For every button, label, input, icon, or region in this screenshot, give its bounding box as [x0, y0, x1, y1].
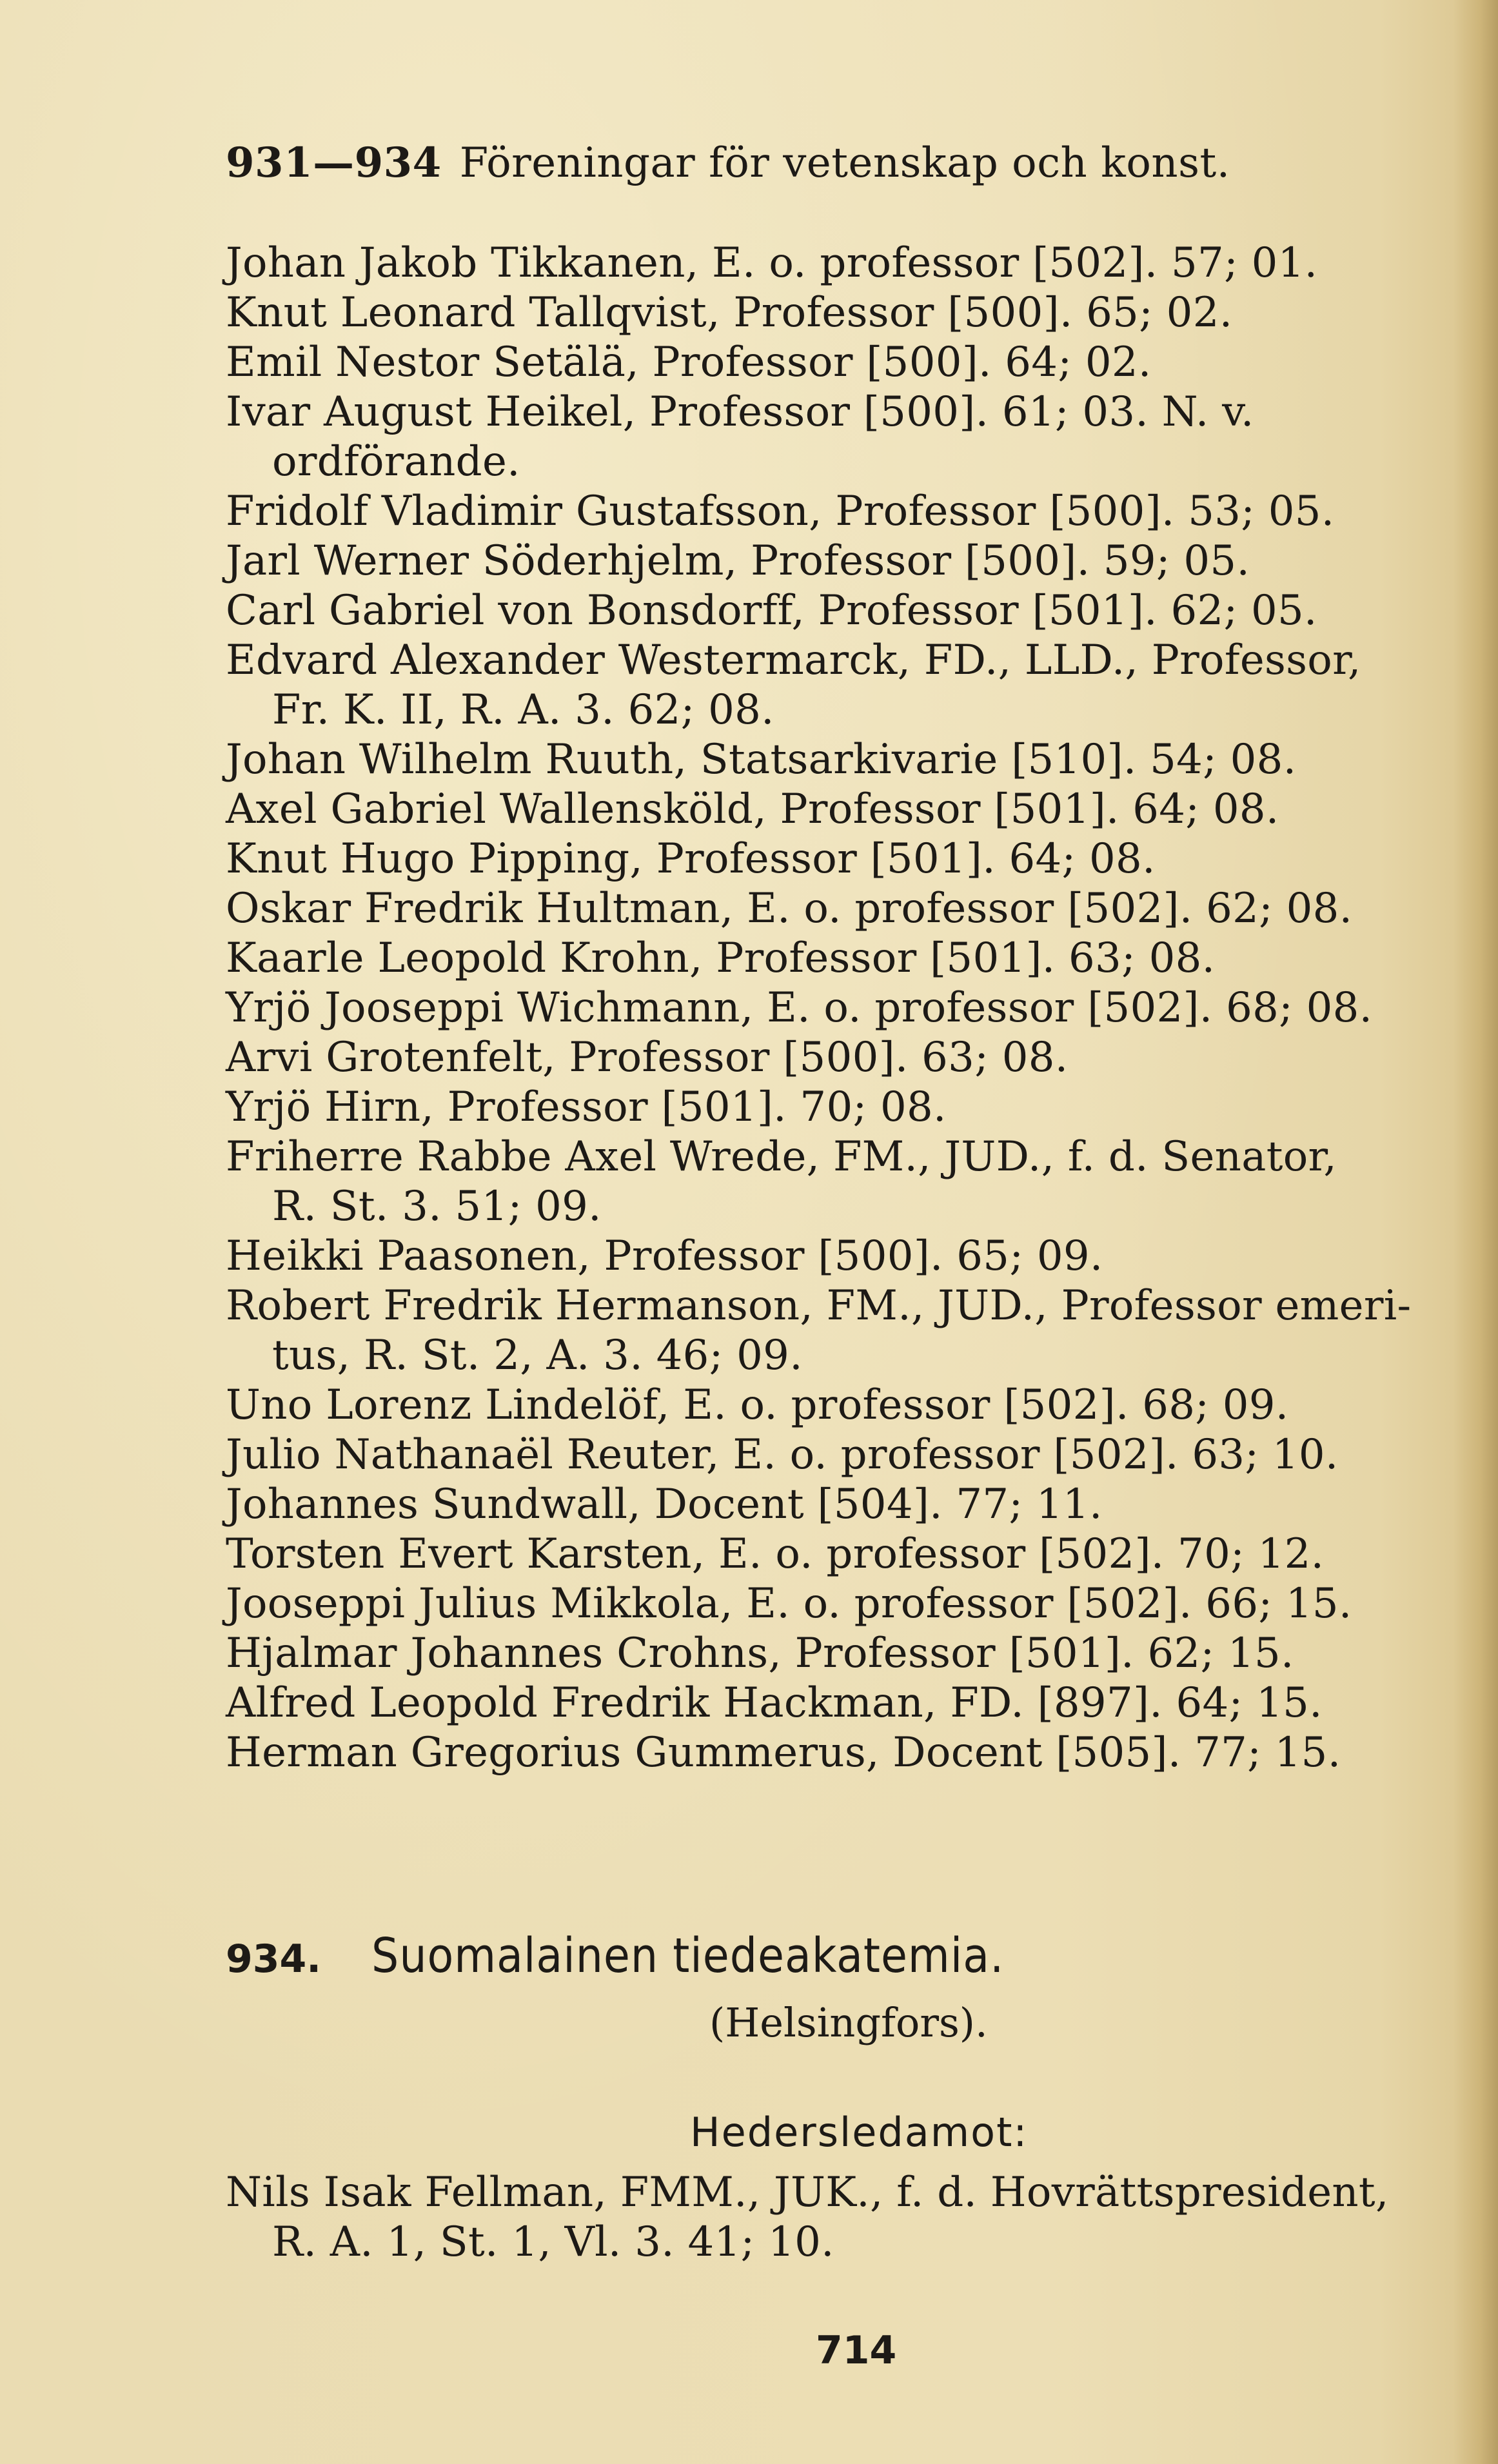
- list-item: Johan Wilhelm Ruuth, Statsarkivarie [510]. 54; 08.: [226, 736, 1297, 784]
- header-range: 931—934: [226, 139, 442, 187]
- list-item: Jarl Werner Söderhjelm, Professor [500]. 59; 05.: [226, 537, 1250, 585]
- header-title: Föreningar för vetenskap och konst.: [459, 139, 1230, 187]
- list-item: Julio Nathanaël Reuter, E. o. professor [502]. 63; 10.: [226, 1431, 1339, 1479]
- list-item: Friherre Rabbe Axel Wrede, FM., JUD., f. d. Senator, R. St. 3. 51; 09.: [226, 1133, 1337, 1230]
- list-item: Johan Jakob Tikkanen, E. o. professor [502]. 57; 01.: [226, 239, 1318, 287]
- running-header: [226, 139, 1230, 187]
- list-item: Johannes Sundwall, Docent [504]. 77; 11.: [226, 1481, 1103, 1528]
- list-item: Yrjö Jooseppi Wichmann, E. o. professor [502]. 68; 08.: [226, 984, 1373, 1032]
- section-subheading: Hedersledamot:: [690, 2109, 1029, 2156]
- list-item: Alfred Leopold Fredrik Hackman, FD. [897]. 64; 15.: [226, 1679, 1323, 1727]
- list-item: Torsten Evert Karsten, E. o. professor [502]. 70; 12.: [226, 1530, 1325, 1578]
- list-item: Jooseppi Julius Mikkola, E. o. professor [502]. 66; 15.: [226, 1580, 1352, 1628]
- section-number: 934.: [226, 1937, 322, 1982]
- page-number: 714: [816, 2328, 897, 2373]
- list-item: Ivar August Heikel, Professor [500]. 61; 03. N. v. ordförande.: [226, 388, 1254, 486]
- list-item: Axel Gabriel Wallensköld, Professor [501]. 64; 08.: [226, 785, 1279, 833]
- list-item: Robert Fredrik Hermanson, FM., JUD., Professor emeri- tus, R. St. 2, A. 3. 46; 09.: [226, 1282, 1412, 1379]
- section-city: (Helsingfors).: [709, 1999, 988, 2046]
- list-item: Edvard Alexander Westermarck, FD., LLD., Professor, Fr. K. II, R. A. 3. 62; 08.: [226, 636, 1361, 734]
- list-item: Arvi Grotenfelt, Professor [500]. 63; 08.: [226, 1034, 1069, 1081]
- list-item: Knut Hugo Pipping, Professor [501]. 64; 08.: [226, 835, 1156, 883]
- list-item: Oskar Fredrik Hultman, E. o. professor [502]. 62; 08.: [226, 885, 1353, 932]
- member-list: [226, 239, 1490, 1778]
- list-item: Uno Lorenz Lindelöf, E. o. professor [502]. 68; 09.: [226, 1381, 1289, 1429]
- section-title: Suomalainen tiedeakatemia.: [371, 1928, 1005, 1984]
- list-item: Nils Isak Fellman, FMM., JUK., f. d. Hovrättspresident, R. A. 1, St. 1, Vl. 3. 41; 10.: [226, 2169, 1389, 2266]
- list-item: Fridolf Vladimir Gustafsson, Professor [500]. 53; 05.: [226, 488, 1335, 535]
- list-item: Heikki Paasonen, Professor [500]. 65; 09.: [226, 1232, 1103, 1280]
- list-item: Hjalmar Johannes Crohns, Professor [501]. 62; 15.: [226, 1630, 1294, 1677]
- list-item: Emil Nestor Setälä, Professor [500]. 64; 02.: [226, 339, 1152, 386]
- honorary-member-list: [226, 2168, 1490, 2267]
- list-item: Knut Leonard Tallqvist, Professor [500]. 65; 02.: [226, 289, 1233, 337]
- list-item: Kaarle Leopold Krohn, Professor [501]. 63; 08.: [226, 934, 1216, 982]
- section-heading: [226, 1928, 1004, 1984]
- list-item: Carl Gabriel von Bonsdorff, Professor [501]. 62; 05.: [226, 587, 1317, 635]
- list-item: Herman Gregorius Gummerus, Docent [505]. 77; 15.: [226, 1729, 1341, 1777]
- list-item: Yrjö Hirn, Professor [501]. 70; 08.: [226, 1083, 947, 1131]
